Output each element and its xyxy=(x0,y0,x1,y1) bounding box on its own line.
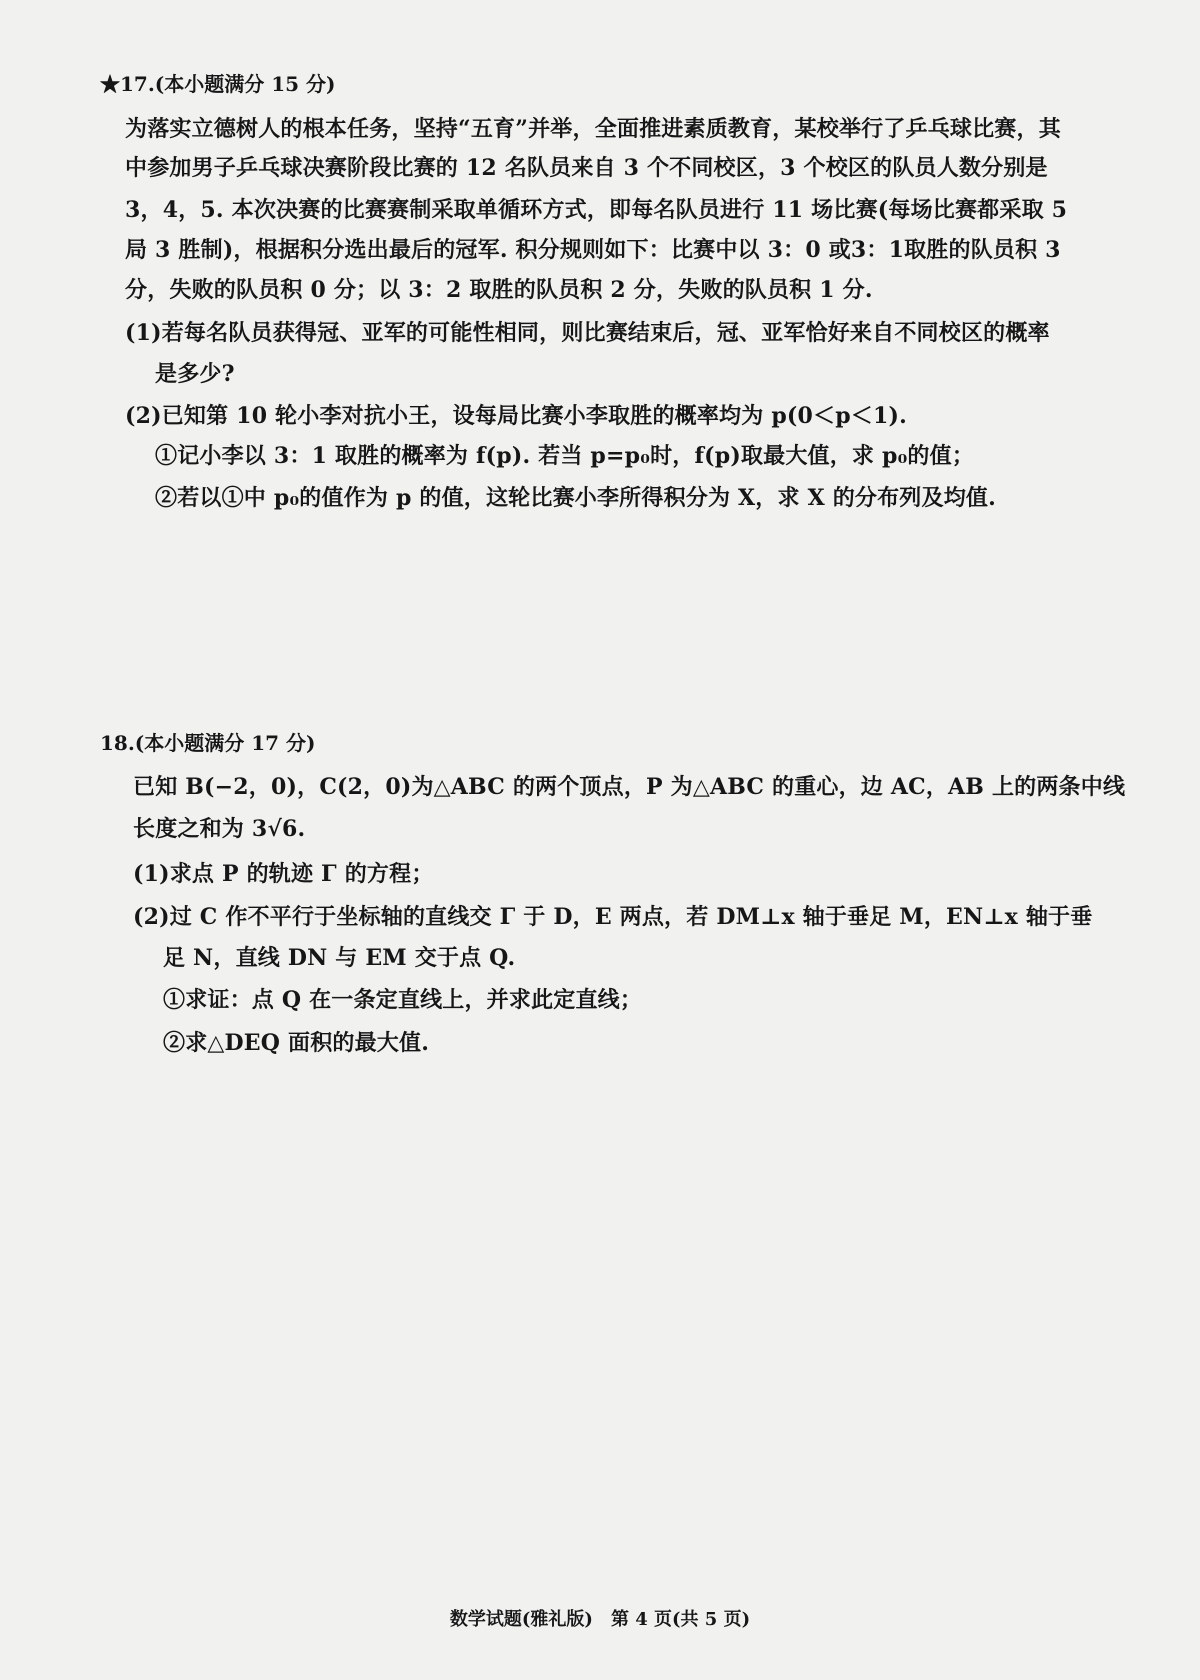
question-18-part-2-line-2: 足 N，直线 DN 与 EM 交于点 Q. xyxy=(163,945,516,971)
question-17-sub-2: ②若以①中 p₀的值作为 p 的值，这轮比赛小李所得积分为 X，求 X 的分布列及均值. xyxy=(155,485,996,511)
question-18-sub-2: ②求△DEQ 面积的最大值. xyxy=(163,1030,430,1056)
question-17-sub-1: ①记小李以 3：1 取胜的概率为 f(p). 若当 p=p₀时，f(p)取最大值，求 p₀的值； xyxy=(155,443,975,469)
question-18-stem-line-2: 长度之和为 3√6. xyxy=(133,816,306,842)
question-17-stem-line-4: 局 3 胜制)，根据积分选出最后的冠军. 积分规则如下：比赛中以 3：0 或3：1取胜的队员积 3 xyxy=(125,237,1061,263)
question-17-part-1-line-2: 是多少? xyxy=(155,361,235,387)
question-17-part-2: (2)已知第 10 轮小李对抗小王，设每局比赛小李取胜的概率均为 p(0＜p＜1). xyxy=(125,403,907,429)
question-17-stem-line-1: 为落实立德树人的根本任务，坚持“五育”并举，全面推进素质教育，某校举行了乒乓球比赛，其 xyxy=(125,116,1061,142)
question-18-title: 18.(本小题满分 17 分) xyxy=(100,731,316,755)
question-18-sub-1: ①求证：点 Q 在一条定直线上，并求此定直线； xyxy=(163,987,643,1013)
question-18-stem-line-1: 已知 B(−2，0)，C(2，0)为△ABC 的两个顶点，P 为△ABC 的重心，边 AC，AB 上的两条中线 xyxy=(133,774,1126,800)
question-17-stem-line-3: 3，4，5. 本次决赛的比赛赛制采取单循环方式，即每名队员进行 11 场比赛(每场比赛都采取 5 xyxy=(125,197,1068,223)
question-18-part-1: (1)求点 P 的轨迹 Γ 的方程； xyxy=(133,861,434,887)
question-17-part-1-line-1: (1)若每名队员获得冠、亚军的可能性相同，则比赛结束后，冠、亚军恰好来自不同校区的概率 xyxy=(125,320,1050,346)
question-17-title: ★17.(本小题满分 15 分) xyxy=(100,72,336,96)
question-18-part-2-line-1: (2)过 C 作不平行于坐标轴的直线交 Γ 于 D，E 两点，若 DM⊥x 轴于垂足 M，EN⊥x 轴于垂 xyxy=(133,904,1093,930)
page-footer: 数学试题(雅礼版) 第 4 页(共 5 页) xyxy=(449,1609,751,1630)
question-17-stem-line-2: 中参加男子乒乓球决赛阶段比赛的 12 名队员来自 3 个不同校区，3 个校区的队员人数分别是 xyxy=(125,155,1048,181)
question-17-stem-line-5: 分，失败的队员积 0 分；以 3：2 取胜的队员积 2 分，失败的队员积 1 分. xyxy=(125,277,873,303)
